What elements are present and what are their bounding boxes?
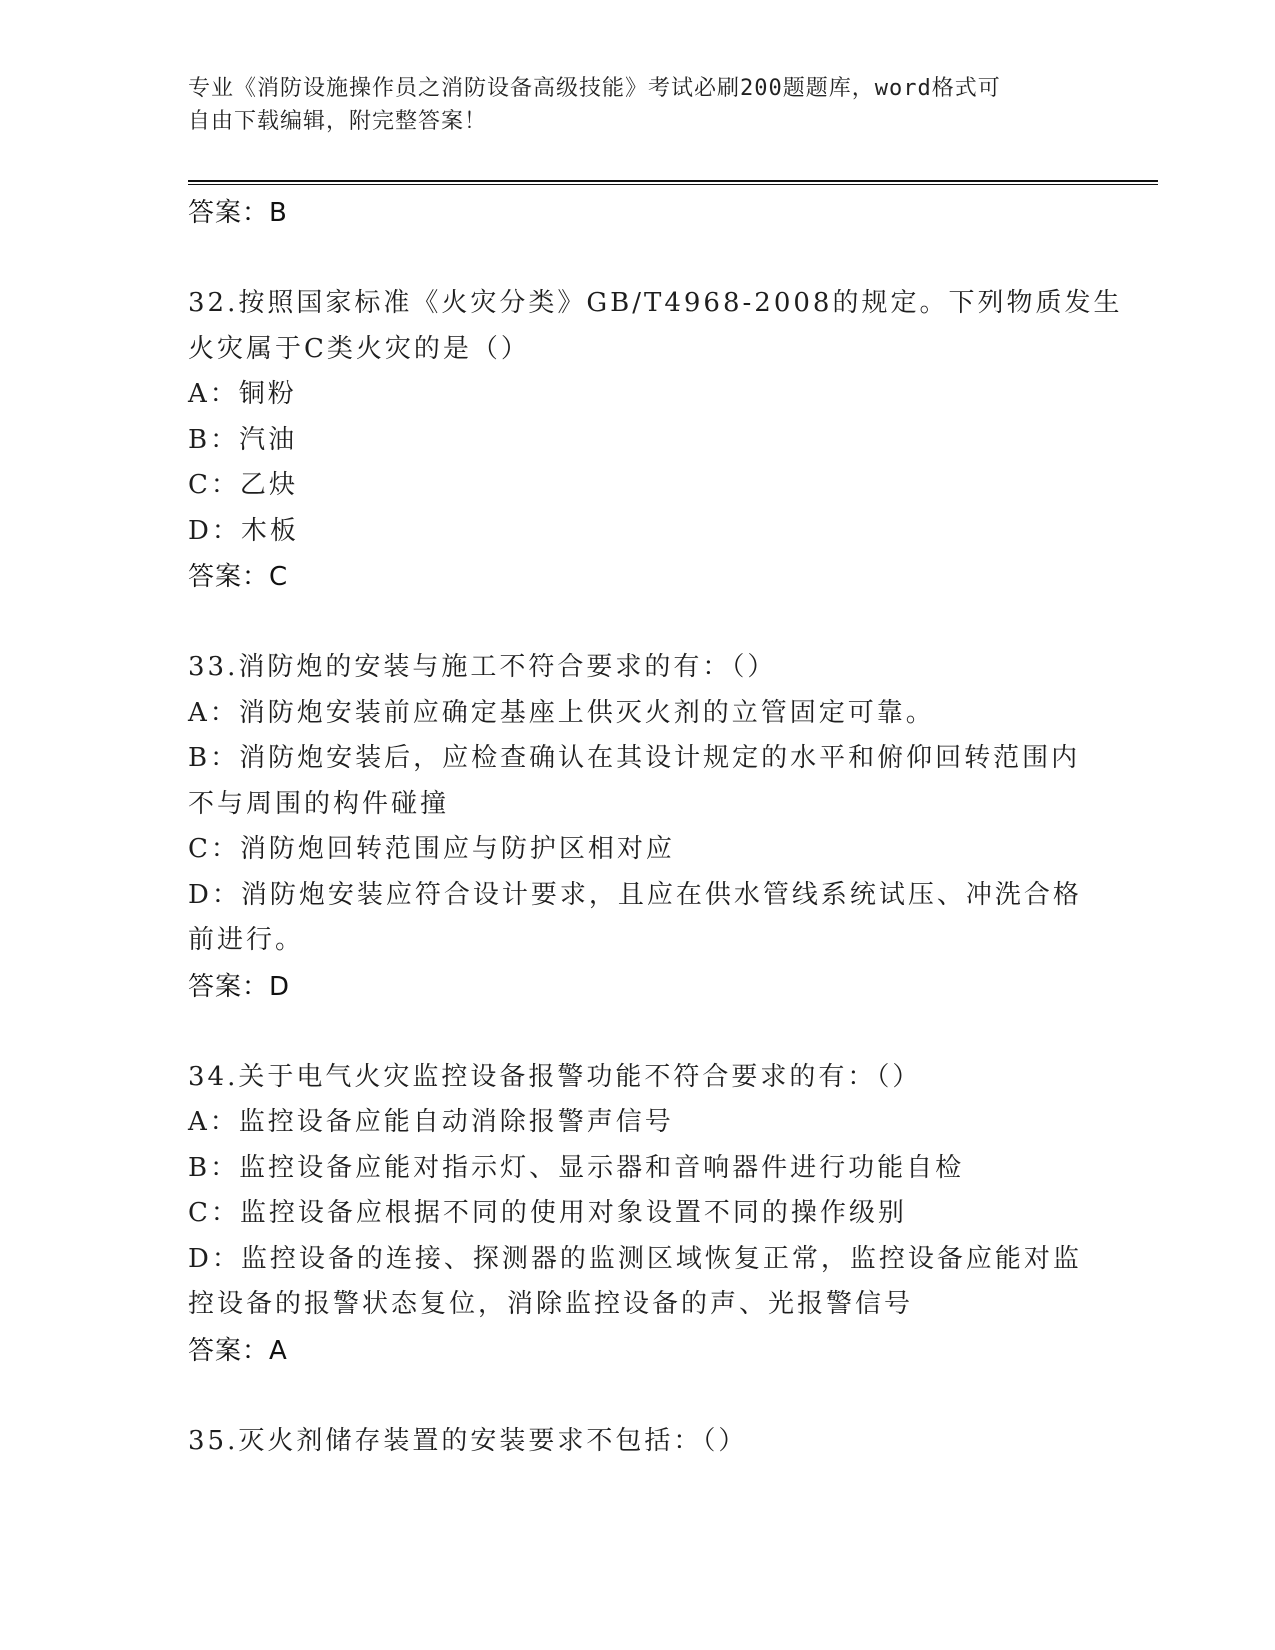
page-header	[188, 72, 1068, 138]
header-divider-thin	[188, 184, 1158, 185]
option-b: B：消防炮安装后，应检查确认在其设计规定的水平和俯仰回转范围内	[188, 743, 1081, 773]
question-35	[188, 1419, 1088, 1465]
option-b: B：汽油	[188, 424, 298, 455]
answer-label: 答案：B	[188, 198, 288, 228]
header-divider-thick	[188, 180, 1158, 182]
answer-label: 答案：D	[188, 971, 291, 1002]
answer-label: 答案：A	[188, 1335, 288, 1366]
option-d: D：消防炮安装应符合设计要求，且应在供水管线系统试压、冲洗合格	[188, 879, 1082, 910]
question-33	[188, 645, 1088, 1010]
question-text: 32.按照国家标准《火灾分类》GB/T4968-2008的规定。下列物质发生	[188, 288, 1123, 318]
option-c: C：乙炔	[188, 470, 298, 500]
option-a: A：消防炮安装前应确定基座上供灭火剂的立管固定可靠。	[188, 697, 935, 728]
option-c: C：消防炮回转范围应与防护区相对应	[188, 834, 675, 864]
option-d-continued: 控设备的报警状态复位，消除监控设备的声、光报警信号	[188, 1289, 914, 1319]
option-a: A：监控设备应能自动消除报警声信号	[188, 1107, 674, 1137]
option-a: A：铜粉	[188, 379, 297, 409]
question-text: 火灾属于C类火灾的是（）	[188, 333, 530, 364]
question-text: 34.关于电气火灾监控设备报警功能不符合要求的有：（）	[188, 1061, 922, 1092]
header-line-2: 自由下载编辑，附完整答案！	[188, 109, 488, 134]
option-b-continued: 不与周围的构件碰撞	[188, 788, 450, 819]
option-b: B：监控设备应能对指示灯、显示器和音响器件进行功能自检	[188, 1152, 965, 1183]
header-line-1: 专业《消防设施操作员之消防设备高级技能》考试必刷200题题库，word格式可	[188, 76, 1001, 101]
question-34	[188, 1055, 1088, 1374]
option-d: D：监控设备的连接、探测器的监测区域恢复正常，监控设备应能对监	[188, 1243, 1082, 1274]
option-d-continued: 前进行。	[188, 925, 305, 955]
question-list	[188, 190, 1123, 1464]
option-d: D：木板	[188, 515, 299, 546]
option-c: C：监控设备应根据不同的使用对象设置不同的操作级别	[188, 1198, 907, 1228]
question-32	[188, 281, 1123, 600]
answer-label: 答案：C	[188, 562, 289, 592]
question-text: 33.消防炮的安装与施工不符合要求的有：（）	[188, 652, 777, 682]
question-text: 35.灭火剂储存装置的安装要求不包括：（）	[188, 1425, 748, 1456]
